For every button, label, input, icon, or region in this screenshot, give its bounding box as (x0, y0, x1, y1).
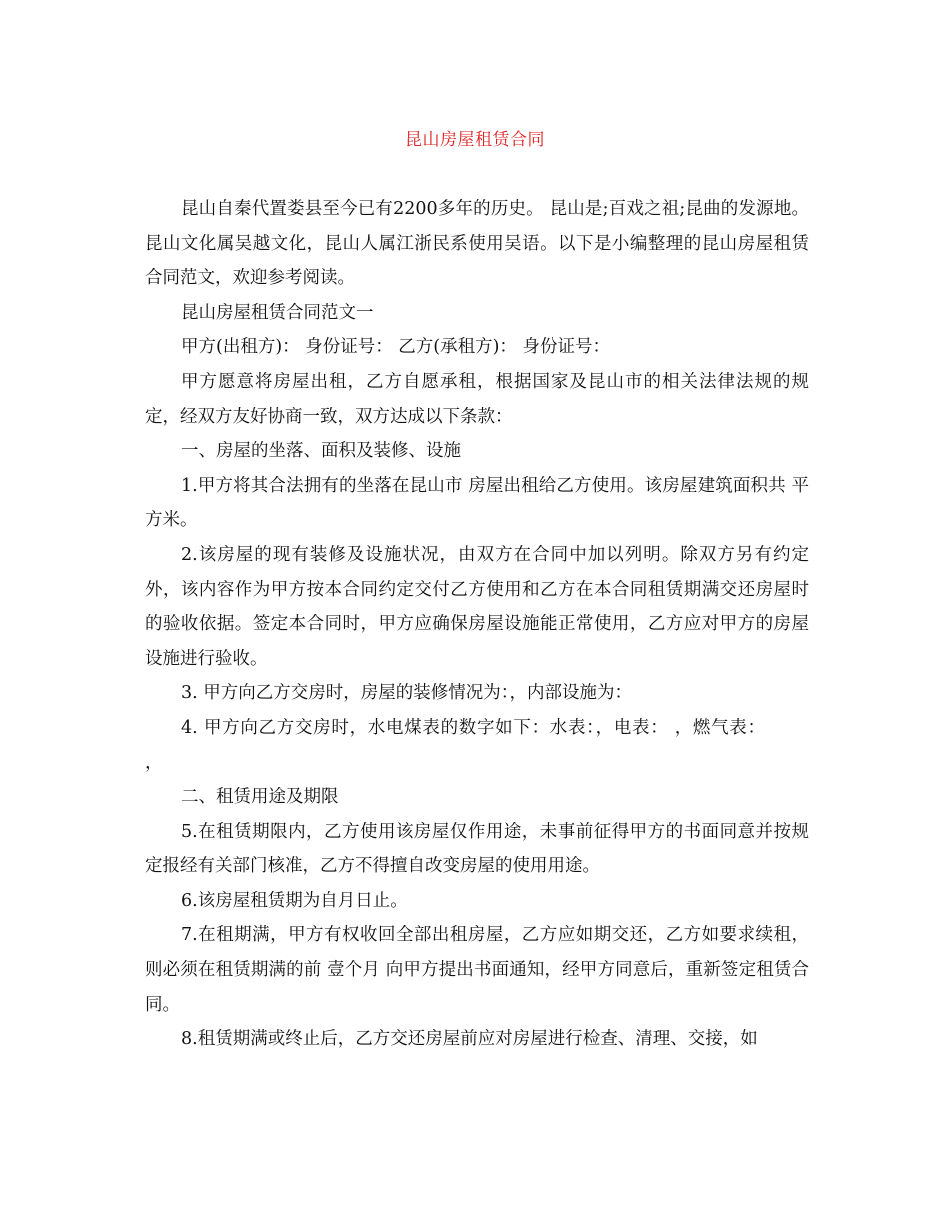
clause-8: 8.租赁期满或终止后，乙方交还房屋前应对房屋进行检查、清理、交接，如 (181, 1029, 758, 1050)
clause-2: 2.该房屋的现有装修及设施状况，由双方在合同中加以列明。除双方另有约定外，该内容作为甲方按本合同约定交付乙方使用和乙方在本合同租赁期满交还房屋时的验收依据。签定本合同时，甲方应确保房屋设施能正常使用，乙方应对甲方的房屋设施进行验收。 (145, 544, 809, 669)
clause-1: 1.甲方将其合法拥有的坐落在昆山市 房屋出租给乙方使用。该房屋建筑面积共 平方米。 (145, 475, 809, 531)
clause-6: 6.该房屋租赁期为自月日止。 (181, 890, 408, 911)
paragraph-preamble: 甲方愿意将房屋出租，乙方自愿承租，根据国家及昆山市的相关法律法规的规定，经双方友好协商一致，双方达成以下条款： (145, 371, 809, 427)
document-body (145, 192, 809, 1057)
clause-3: 3. 甲方向乙方交房时，房屋的装修情况为：，内部设施为： (181, 683, 633, 704)
paragraph-intro: 昆山自秦代置娄县至今已有2200多年的历史。 昆山是;百戏之祖;昆曲的发源地。昆山文化属吴越文化，昆山人属江浙民系使用吴语。以下是小编整理的昆山房屋租赁合同范文，欢迎参考阅读。 (145, 199, 809, 289)
section-heading-2: 二、租赁用途及期限 (181, 787, 339, 808)
clause-5: 5.在租赁期限内，乙方使用该房屋仅作用途，未事前征得甲方的书面同意并按规定报经有关部门核准，乙方不得擅自改变房屋的使用用途。 (145, 821, 809, 877)
document-title: 昆山房屋租赁合同 (405, 130, 545, 150)
paragraph-sample-heading: 昆山房屋租赁合同范文一 (181, 302, 374, 323)
clause-7: 7.在租期满，甲方有权收回全部出租房屋，乙方应如期交还，乙方如要求续租，则必须在租赁期满的前 壹个月 向甲方提出书面通知，经甲方同意后，重新签定租赁合同。 (145, 925, 809, 1015)
section-heading-1: 一、房屋的坐落、面积及装修、设施 (181, 441, 461, 462)
clause-4: 4. 甲方向乙方交房时，水电煤表的数字如下：水表：，电表： ，燃气表： ， (145, 717, 765, 773)
paragraph-parties: 甲方(出租方)： 身份证号： 乙方(承租方)： 身份证号： (181, 337, 610, 358)
